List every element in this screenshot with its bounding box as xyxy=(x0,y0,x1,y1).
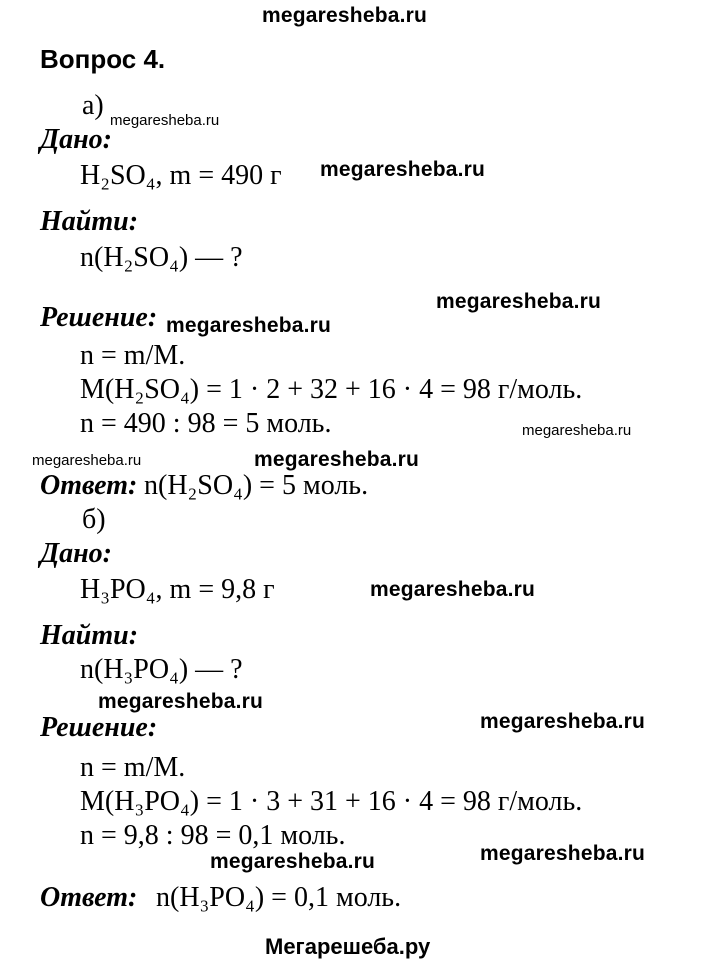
part-a-find-line: n(H₂SO₄) — ? xyxy=(80,242,243,273)
part-b-find-label: Найти: xyxy=(40,620,139,651)
watermark: megaresheba.ru xyxy=(320,158,486,181)
part-a-label: а) xyxy=(82,90,104,121)
part-a-solution-label: Решение: xyxy=(40,302,158,333)
watermark: megaresheba.ru xyxy=(166,314,332,337)
part-b-solution-label: Решение: xyxy=(40,712,158,743)
watermark: megaresheba.ru xyxy=(32,452,142,469)
part-b-answer: n(H₃PO₄) = 0,1 моль. xyxy=(156,882,402,913)
part-b-formula: n = m/M. xyxy=(80,752,186,783)
part-b-find-line: n(H₃PO₄) — ? xyxy=(80,654,243,685)
watermark: megaresheba.ru xyxy=(480,842,646,865)
watermark: megaresheba.ru xyxy=(254,448,420,471)
part-a-amount: n = 490 : 98 = 5 моль. xyxy=(80,408,332,439)
watermark: megaresheba.ru xyxy=(480,710,646,733)
part-a-formula: n = m/M. xyxy=(80,340,186,371)
part-a-answer-label: Ответ: xyxy=(40,470,138,501)
watermark: megaresheba.ru xyxy=(110,112,220,129)
watermark: megaresheba.ru xyxy=(370,578,536,601)
part-b-amount: n = 9,8 : 98 = 0,1 моль. xyxy=(80,820,346,851)
watermark: megaresheba.ru xyxy=(522,422,632,439)
watermark: megaresheba.ru xyxy=(436,290,602,313)
watermark: megaresheba.ru xyxy=(210,850,376,873)
part-a-given-line: H₂SO₄, m = 490 г xyxy=(80,160,282,191)
part-a-molar-mass: M(H₂SO₄) = 1 · 2 + 32 + 16 · 4 = 98 г/моль. xyxy=(80,374,583,405)
part-b-label: б) xyxy=(82,504,106,535)
watermark: megaresheba.ru xyxy=(98,690,264,713)
part-b-molar-mass: M(H₃PO₄) = 1 · 3 + 31 + 16 · 4 = 98 г/моль. xyxy=(80,786,583,817)
part-a-find-label: Найти: xyxy=(40,206,139,237)
part-b-given-label: Дано: xyxy=(40,538,112,569)
part-a-given-label: Дано: xyxy=(40,124,112,155)
part-b-answer-label: Ответ: xyxy=(40,882,138,913)
question-title: Вопрос 4. xyxy=(40,44,166,74)
part-a-answer: n(H₂SO₄) = 5 моль. xyxy=(144,470,369,501)
watermark-top: megaresheba.ru xyxy=(262,4,428,27)
part-b-given-line: H₃PO₄, m = 9,8 г xyxy=(80,574,275,605)
footer-text: Мегарешеба.ру xyxy=(265,934,431,959)
